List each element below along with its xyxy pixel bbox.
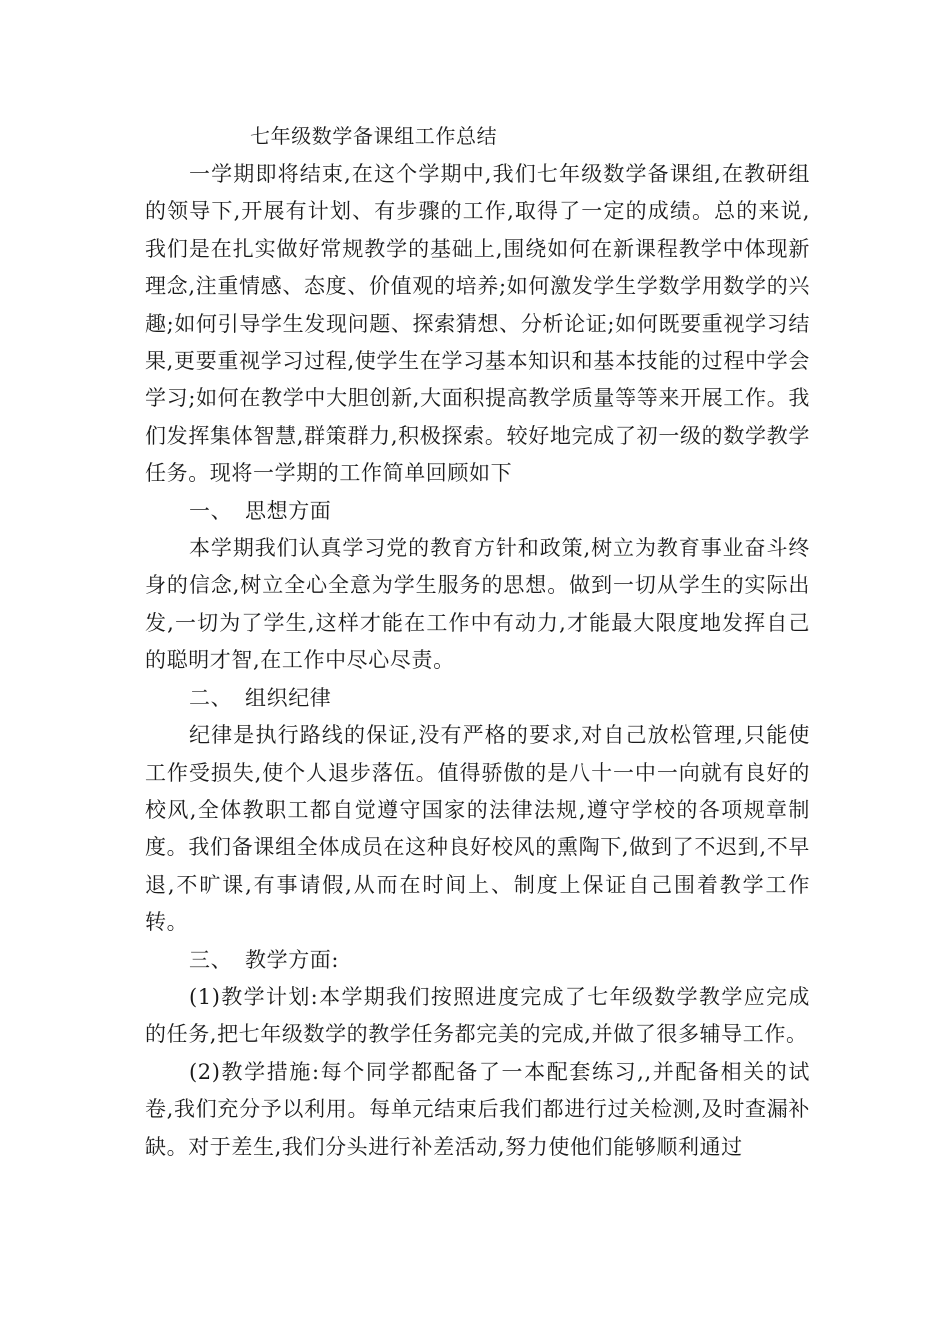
intro-paragraph: 一学期即将结束,在这个学期中,我们七年级数学备课组,在教研组的领导下,开展有计划、有步骤的工作,取得了一定的成绩。总的来说,我们是在扎实做好常规教学的基础上,围绕如何在新课程教学中体现新理念,注重情感、态度、价值观的培养;如何激发学生学数学用数学的兴趣;如何引导学生发现问题、探索猜想、分析论证;如何既要重视学习结果,更要重视学习过程,使学生在学习基本知识和基本技能的过程中学会学习;如何在教学中大胆创新,大面积提高教学质量等等来开展工作。我们发挥集体智慧,群策群力,积极探索。较好地完成了初一级的数学教学任务。现将一学期的工作简单回顾如下 — [145, 162, 810, 486]
document-title: 七年级数学备课组工作总结 — [250, 124, 498, 148]
section-number: 一、 — [189, 498, 233, 523]
section-paragraph: 纪律是执行路线的保证,没有严格的要求,对自己放松管理,只能使工作受损失,使个人退步落伍。值得骄傲的是八十一中一向就有良好的校风,全体教职工都自觉遵守国家的法律法规,遵守学校的各项规章制度。我们备课组全体成员在这种良好校风的熏陶下,做到了不迟到,不早退,不旷课,有事请假,从而在时间上、制度上保证自己围着教学工作转。 — [145, 723, 810, 935]
section-number: 三、 — [189, 947, 233, 972]
section-heading-text: 组织纪律 — [245, 685, 332, 710]
section-discipline — [145, 680, 810, 942]
section-heading — [145, 942, 810, 979]
section-paragraph: (2)教学措施:每个同学都配备了一本配套练习,,并配备相关的试卷,我们充分予以利用。每单元结束后我们都进行过关检测,及时查漏补缺。对于差生,我们分头进行补差活动,努力使他们能够顺利通过 — [145, 1059, 810, 1159]
section-thinking — [145, 493, 810, 680]
section-heading — [145, 680, 810, 717]
section-teaching — [145, 942, 810, 1166]
document-body — [145, 116, 810, 1166]
section-heading-text: 教学方面: — [245, 947, 340, 972]
section-paragraph: (1)教学计划:本学期我们按照进度完成了七年级数学教学应完成的任务,把七年级数学的教学任务都完美的完成,并做了很多辅导工作。 — [145, 984, 810, 1047]
section-heading — [145, 493, 810, 530]
section-heading-text: 思想方面 — [245, 498, 332, 523]
section-paragraph: 本学期我们认真学习党的教育方针和政策,树立为教育事业奋斗终身的信念,树立全心全意为学生服务的思想。做到一切从学生的实际出发,一切为了学生,这样才能在工作中有动力,才能最大限度地发挥自己的聪明才智,在工作中尽心尽责。 — [145, 536, 810, 673]
section-number: 二、 — [189, 685, 233, 710]
